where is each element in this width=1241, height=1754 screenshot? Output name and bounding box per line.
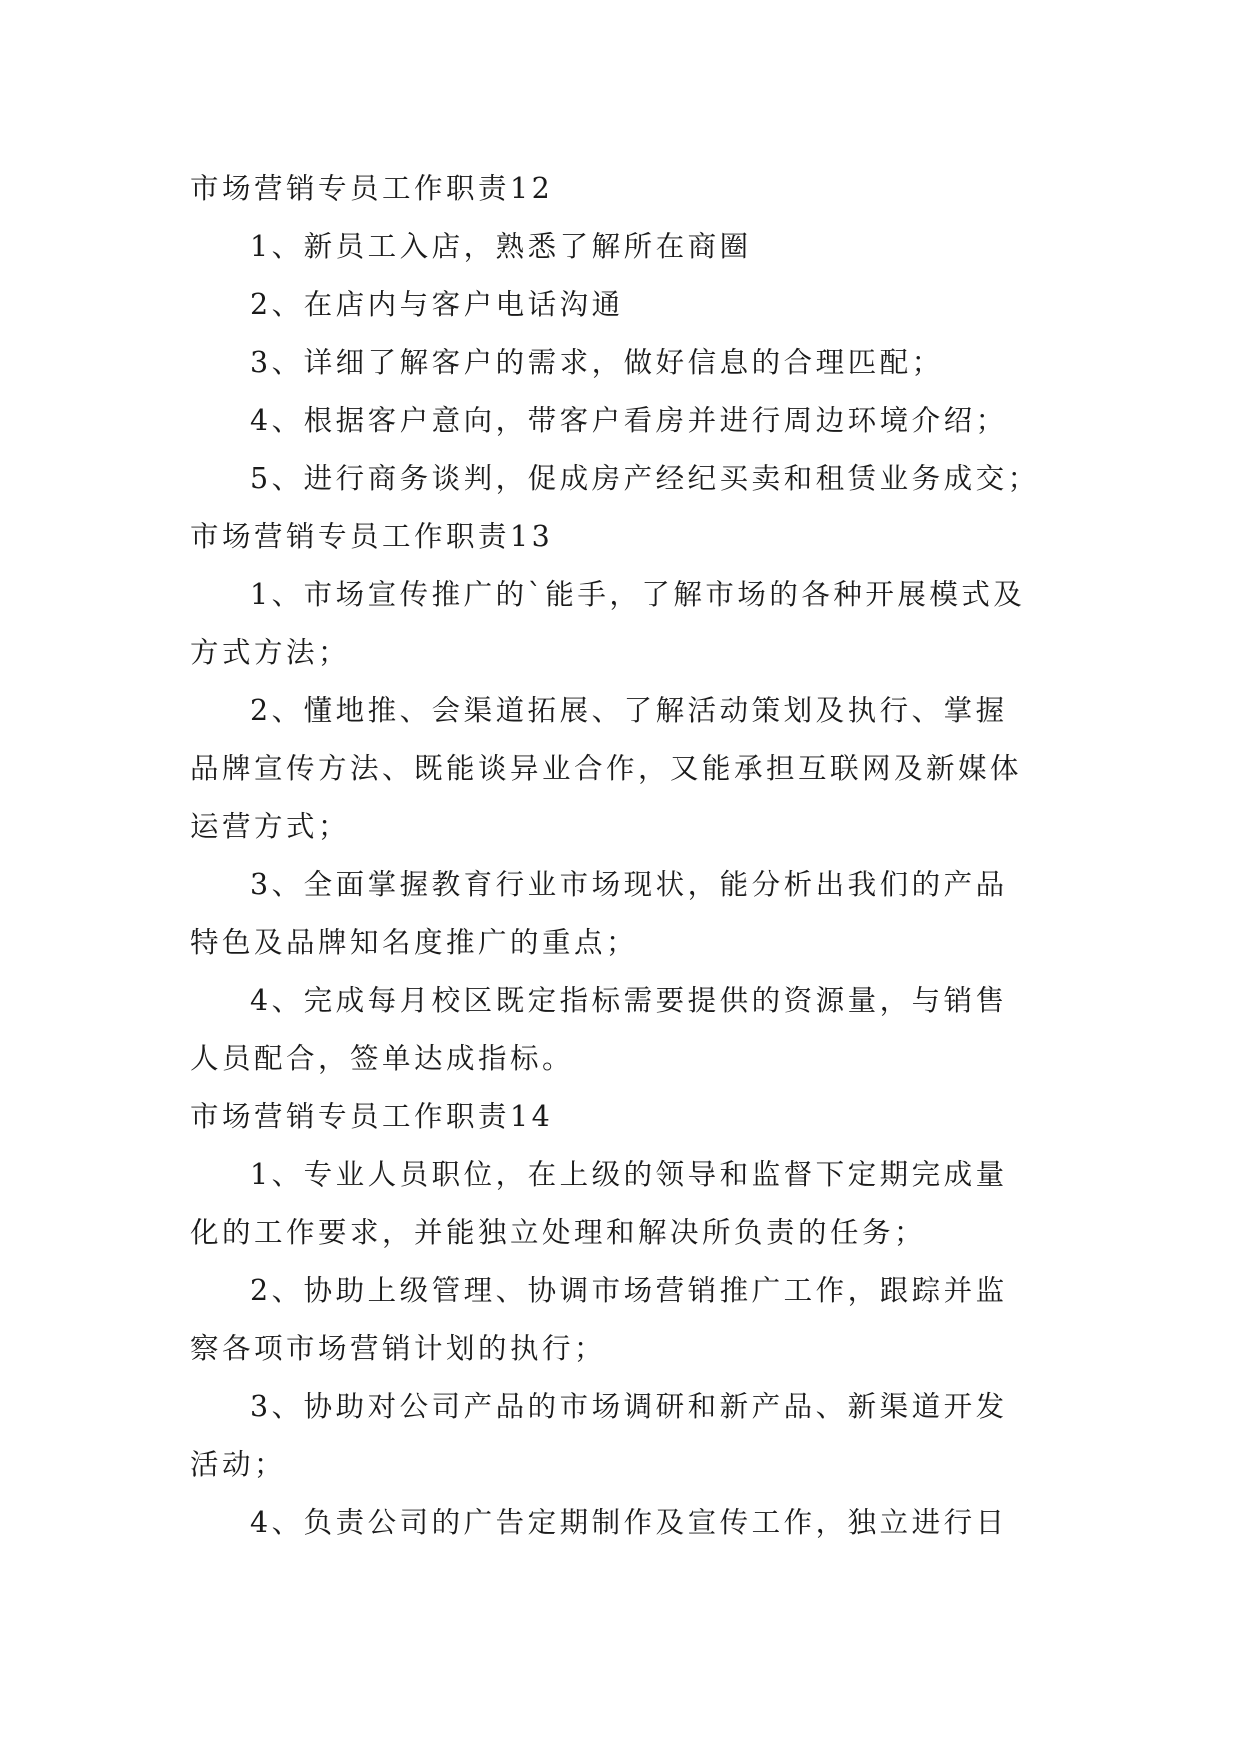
- list-item: 4、完成每月校区既定指标需要提供的资源量，与销售: [250, 984, 1008, 1017]
- list-item: 4、负责公司的广告定期制作及宣传工作，独立进行日: [250, 1506, 1008, 1539]
- section-heading: 市场营销专员工作职责14: [190, 1100, 554, 1133]
- list-item: 2、协助上级管理、协调市场营销推广工作，跟踪并监: [250, 1274, 1008, 1307]
- list-item: 1、专业人员职位，在上级的领导和监督下定期完成量: [250, 1158, 1008, 1191]
- list-item: 5、进行商务谈判，促成房产经纪买卖和租赁业务成交；: [250, 462, 1040, 495]
- list-item-continuation: 方式方法；: [190, 636, 351, 669]
- document-page: [190, 160, 1056, 1552]
- list-item: 3、详细了解客户的需求，做好信息的合理匹配；: [250, 346, 944, 379]
- list-item: 1、市场宣传推广的`能手，了解市场的各种开展模式及: [250, 578, 1026, 611]
- list-item: 3、协助对公司产品的市场调研和新产品、新渠道开发: [250, 1390, 1008, 1423]
- list-item-continuation: 品牌宣传方法、既能谈异业合作，又能承担互联网及新媒体: [190, 752, 1023, 785]
- list-item-continuation: 特色及品牌知名度推广的重点；: [190, 926, 639, 959]
- list-item: 4、根据客户意向，带客户看房并进行周边环境介绍；: [250, 404, 1008, 437]
- list-item-continuation: 活动；: [190, 1448, 287, 1481]
- list-item: 2、在店内与客户电话沟通: [250, 288, 624, 321]
- section-heading: 市场营销专员工作职责13: [190, 520, 554, 553]
- section-heading: 市场营销专员工作职责12: [190, 172, 554, 205]
- list-item-continuation: 人员配合，签单达成指标。: [190, 1042, 575, 1075]
- list-item: 3、全面掌握教育行业市场现状，能分析出我们的产品: [250, 868, 1008, 901]
- list-item: 2、懂地推、会渠道拓展、了解活动策划及执行、掌握: [250, 694, 1008, 727]
- list-item-continuation: 察各项市场营销计划的执行；: [190, 1332, 607, 1365]
- list-item: 1、新员工入店，熟悉了解所在商圈: [250, 230, 752, 263]
- list-item-continuation: 运营方式；: [190, 810, 351, 843]
- list-item-continuation: 化的工作要求，并能独立处理和解决所负责的任务；: [190, 1216, 927, 1249]
